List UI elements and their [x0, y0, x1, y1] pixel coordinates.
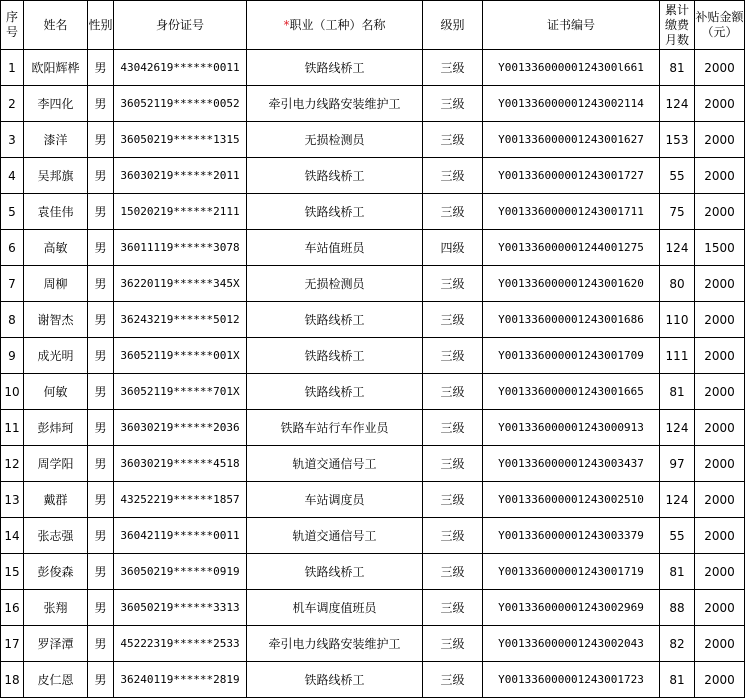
table-row	[1, 86, 745, 122]
cell-occupation: 机车调度值班员	[247, 590, 423, 626]
cell-name: 戴群	[24, 482, 88, 518]
table-row	[1, 482, 745, 518]
header-name: 姓名	[24, 1, 88, 50]
cell-occupation: 车站值班员	[247, 230, 423, 266]
cell-gender: 男	[88, 374, 114, 410]
cell-amount: 2000	[695, 158, 745, 194]
cell-id: 43252219******1857	[114, 482, 247, 518]
table-row	[1, 590, 745, 626]
cell-occupation: 无损检测员	[247, 122, 423, 158]
table-row	[1, 230, 745, 266]
table-row	[1, 554, 745, 590]
cell-gender: 男	[88, 662, 114, 698]
cell-level: 三级	[423, 662, 483, 698]
cell-level: 三级	[423, 446, 483, 482]
cell-cert: Y00133600000124300l661	[483, 50, 660, 86]
cell-months: 111	[660, 338, 695, 374]
cell-name: 罗泽潭	[24, 626, 88, 662]
header-occupation-label: 职业（工种）名称	[289, 17, 386, 32]
cell-name: 张翔	[24, 590, 88, 626]
cell-id: 36243219******5012	[114, 302, 247, 338]
cell-id: 36030219******2011	[114, 158, 247, 194]
cell-seq: 15	[1, 554, 24, 590]
cell-cert: Y001336000001243000913	[483, 410, 660, 446]
cell-gender: 男	[88, 266, 114, 302]
cell-name: 周柳	[24, 266, 88, 302]
cell-level: 三级	[423, 122, 483, 158]
cell-id: 36050219******1315	[114, 122, 247, 158]
cell-amount: 2000	[695, 266, 745, 302]
cell-name: 漆洋	[24, 122, 88, 158]
header-row	[1, 1, 745, 50]
table-row	[1, 662, 745, 698]
cell-months: 97	[660, 446, 695, 482]
cell-amount: 2000	[695, 194, 745, 230]
cell-months: 81	[660, 374, 695, 410]
cell-name: 吴邦旗	[24, 158, 88, 194]
cell-id: 45222319******2533	[114, 626, 247, 662]
cell-cert: Y001336000001243002969	[483, 590, 660, 626]
cell-gender: 男	[88, 554, 114, 590]
table-row	[1, 50, 745, 86]
cell-months: 55	[660, 158, 695, 194]
cell-gender: 男	[88, 230, 114, 266]
cell-occupation: 铁路线桥工	[247, 662, 423, 698]
cell-months: 124	[660, 410, 695, 446]
cell-level: 三级	[423, 50, 483, 86]
cell-id: 36050219******3313	[114, 590, 247, 626]
cell-occupation: 铁路线桥工	[247, 374, 423, 410]
cell-level: 三级	[423, 518, 483, 554]
cell-occupation: 铁路线桥工	[247, 302, 423, 338]
cell-id: 36052119******701X	[114, 374, 247, 410]
cell-occupation: 牵引电力线路安装维护工	[247, 86, 423, 122]
table-row	[1, 446, 745, 482]
cell-months: 110	[660, 302, 695, 338]
cell-cert: Y001336000001243001709	[483, 338, 660, 374]
table-row	[1, 338, 745, 374]
cell-gender: 男	[88, 50, 114, 86]
cell-cert: Y001336000001243002510	[483, 482, 660, 518]
cell-level: 三级	[423, 410, 483, 446]
cell-level: 三级	[423, 338, 483, 374]
cell-gender: 男	[88, 482, 114, 518]
cell-amount: 2000	[695, 86, 745, 122]
cell-seq: 12	[1, 446, 24, 482]
cell-amount: 2000	[695, 482, 745, 518]
cell-months: 81	[660, 50, 695, 86]
cell-id: 36052119******0052	[114, 86, 247, 122]
cell-name: 袁佳伟	[24, 194, 88, 230]
cell-level: 三级	[423, 554, 483, 590]
cell-id: 36050219******0919	[114, 554, 247, 590]
cell-cert: Y001336000001243003379	[483, 518, 660, 554]
table-row	[1, 122, 745, 158]
table-row	[1, 302, 745, 338]
cell-name: 高敏	[24, 230, 88, 266]
header-amount: 补贴金额（元）	[695, 1, 745, 50]
header-gender: 性别	[88, 1, 114, 50]
cell-gender: 男	[88, 338, 114, 374]
cell-id: 36030219******4518	[114, 446, 247, 482]
cell-gender: 男	[88, 158, 114, 194]
cell-months: 80	[660, 266, 695, 302]
cell-cert: Y001336000001243001620	[483, 266, 660, 302]
header-level: 级别	[423, 1, 483, 50]
cell-months: 81	[660, 554, 695, 590]
cell-months: 124	[660, 482, 695, 518]
cell-gender: 男	[88, 518, 114, 554]
cell-name: 欧阳辉桦	[24, 50, 88, 86]
cell-cert: Y001336000001243002114	[483, 86, 660, 122]
cell-level: 三级	[423, 266, 483, 302]
cell-id: 36052119******001X	[114, 338, 247, 374]
cell-name: 张志强	[24, 518, 88, 554]
cell-gender: 男	[88, 302, 114, 338]
cell-amount: 2000	[695, 50, 745, 86]
cell-level: 三级	[423, 302, 483, 338]
cell-amount: 2000	[695, 662, 745, 698]
cell-cert: Y001336000001243003437	[483, 446, 660, 482]
cell-seq: 7	[1, 266, 24, 302]
cell-occupation: 轨道交通信号工	[247, 446, 423, 482]
table-row	[1, 266, 745, 302]
cell-level: 三级	[423, 86, 483, 122]
cell-level: 三级	[423, 590, 483, 626]
cell-level: 三级	[423, 194, 483, 230]
cell-seq: 4	[1, 158, 24, 194]
cell-level: 三级	[423, 482, 483, 518]
cell-occupation: 轨道交通信号工	[247, 518, 423, 554]
cell-months: 55	[660, 518, 695, 554]
cell-months: 153	[660, 122, 695, 158]
cell-amount: 2000	[695, 626, 745, 662]
cell-amount: 2000	[695, 410, 745, 446]
cell-occupation: 牵引电力线路安装维护工	[247, 626, 423, 662]
cell-occupation: 铁路线桥工	[247, 554, 423, 590]
table-row	[1, 518, 745, 554]
header-occupation	[247, 1, 423, 50]
cell-occupation: 铁路线桥工	[247, 338, 423, 374]
cell-seq: 2	[1, 86, 24, 122]
cell-occupation: 车站调度员	[247, 482, 423, 518]
cell-name: 周学阳	[24, 446, 88, 482]
cell-cert: Y001336000001243001719	[483, 554, 660, 590]
cell-id: 36220119******345X	[114, 266, 247, 302]
header-months: 累计缴费月数	[660, 1, 695, 50]
cell-seq: 8	[1, 302, 24, 338]
cell-seq: 16	[1, 590, 24, 626]
table-row	[1, 626, 745, 662]
cell-gender: 男	[88, 626, 114, 662]
header-cert: 证书编号	[483, 1, 660, 50]
cell-occupation: 铁路线桥工	[247, 194, 423, 230]
table-row	[1, 374, 745, 410]
cell-cert: Y001336000001244001275	[483, 230, 660, 266]
cell-name: 谢智杰	[24, 302, 88, 338]
cell-cert: Y001336000001243001686	[483, 302, 660, 338]
cell-amount: 2000	[695, 338, 745, 374]
cell-occupation: 无损检测员	[247, 266, 423, 302]
cell-seq: 14	[1, 518, 24, 554]
cell-seq: 10	[1, 374, 24, 410]
cell-occupation: 铁路线桥工	[247, 50, 423, 86]
table-row	[1, 158, 745, 194]
cell-occupation: 铁路车站行车作业员	[247, 410, 423, 446]
cell-level: 三级	[423, 158, 483, 194]
cell-gender: 男	[88, 194, 114, 230]
cell-amount: 2000	[695, 554, 745, 590]
cell-amount: 2000	[695, 122, 745, 158]
cell-gender: 男	[88, 86, 114, 122]
cell-months: 81	[660, 662, 695, 698]
cell-seq: 5	[1, 194, 24, 230]
table-row	[1, 194, 745, 230]
cell-seq: 13	[1, 482, 24, 518]
cell-name: 李四化	[24, 86, 88, 122]
cell-months: 82	[660, 626, 695, 662]
cell-gender: 男	[88, 122, 114, 158]
cell-seq: 18	[1, 662, 24, 698]
cell-months: 124	[660, 230, 695, 266]
cell-gender: 男	[88, 590, 114, 626]
cell-seq: 17	[1, 626, 24, 662]
table-row	[1, 410, 745, 446]
cell-name: 彭炜珂	[24, 410, 88, 446]
cell-months: 124	[660, 86, 695, 122]
cell-level: 四级	[423, 230, 483, 266]
cell-id: 36011119******3078	[114, 230, 247, 266]
header-id: 身份证号	[114, 1, 247, 50]
cell-gender: 男	[88, 410, 114, 446]
cell-level: 三级	[423, 374, 483, 410]
cell-cert: Y001336000001243001727	[483, 158, 660, 194]
required-mark: *	[283, 17, 290, 32]
cell-level: 三级	[423, 626, 483, 662]
cell-name: 皮仁恩	[24, 662, 88, 698]
cell-seq: 11	[1, 410, 24, 446]
cell-months: 75	[660, 194, 695, 230]
cell-cert: Y001336000001243001723	[483, 662, 660, 698]
cell-occupation: 铁路线桥工	[247, 158, 423, 194]
cell-id: 36042119******0011	[114, 518, 247, 554]
cell-cert: Y001336000001243001711	[483, 194, 660, 230]
cell-amount: 2000	[695, 446, 745, 482]
cell-id: 43042619******0011	[114, 50, 247, 86]
cell-seq: 3	[1, 122, 24, 158]
cell-amount: 2000	[695, 302, 745, 338]
cell-name: 何敏	[24, 374, 88, 410]
cell-id: 36030219******2036	[114, 410, 247, 446]
cell-amount: 1500	[695, 230, 745, 266]
cell-months: 88	[660, 590, 695, 626]
cell-cert: Y001336000001243002043	[483, 626, 660, 662]
cell-id: 15020219******2111	[114, 194, 247, 230]
cell-name: 成光明	[24, 338, 88, 374]
cell-cert: Y001336000001243001627	[483, 122, 660, 158]
cell-amount: 2000	[695, 518, 745, 554]
cell-seq: 1	[1, 50, 24, 86]
cell-id: 36240119******2819	[114, 662, 247, 698]
cell-cert: Y001336000001243001665	[483, 374, 660, 410]
cell-seq: 9	[1, 338, 24, 374]
cell-seq: 6	[1, 230, 24, 266]
cell-name: 彭俊森	[24, 554, 88, 590]
cell-amount: 2000	[695, 374, 745, 410]
cell-gender: 男	[88, 446, 114, 482]
header-seq: 序号	[1, 1, 24, 50]
cell-amount: 2000	[695, 590, 745, 626]
